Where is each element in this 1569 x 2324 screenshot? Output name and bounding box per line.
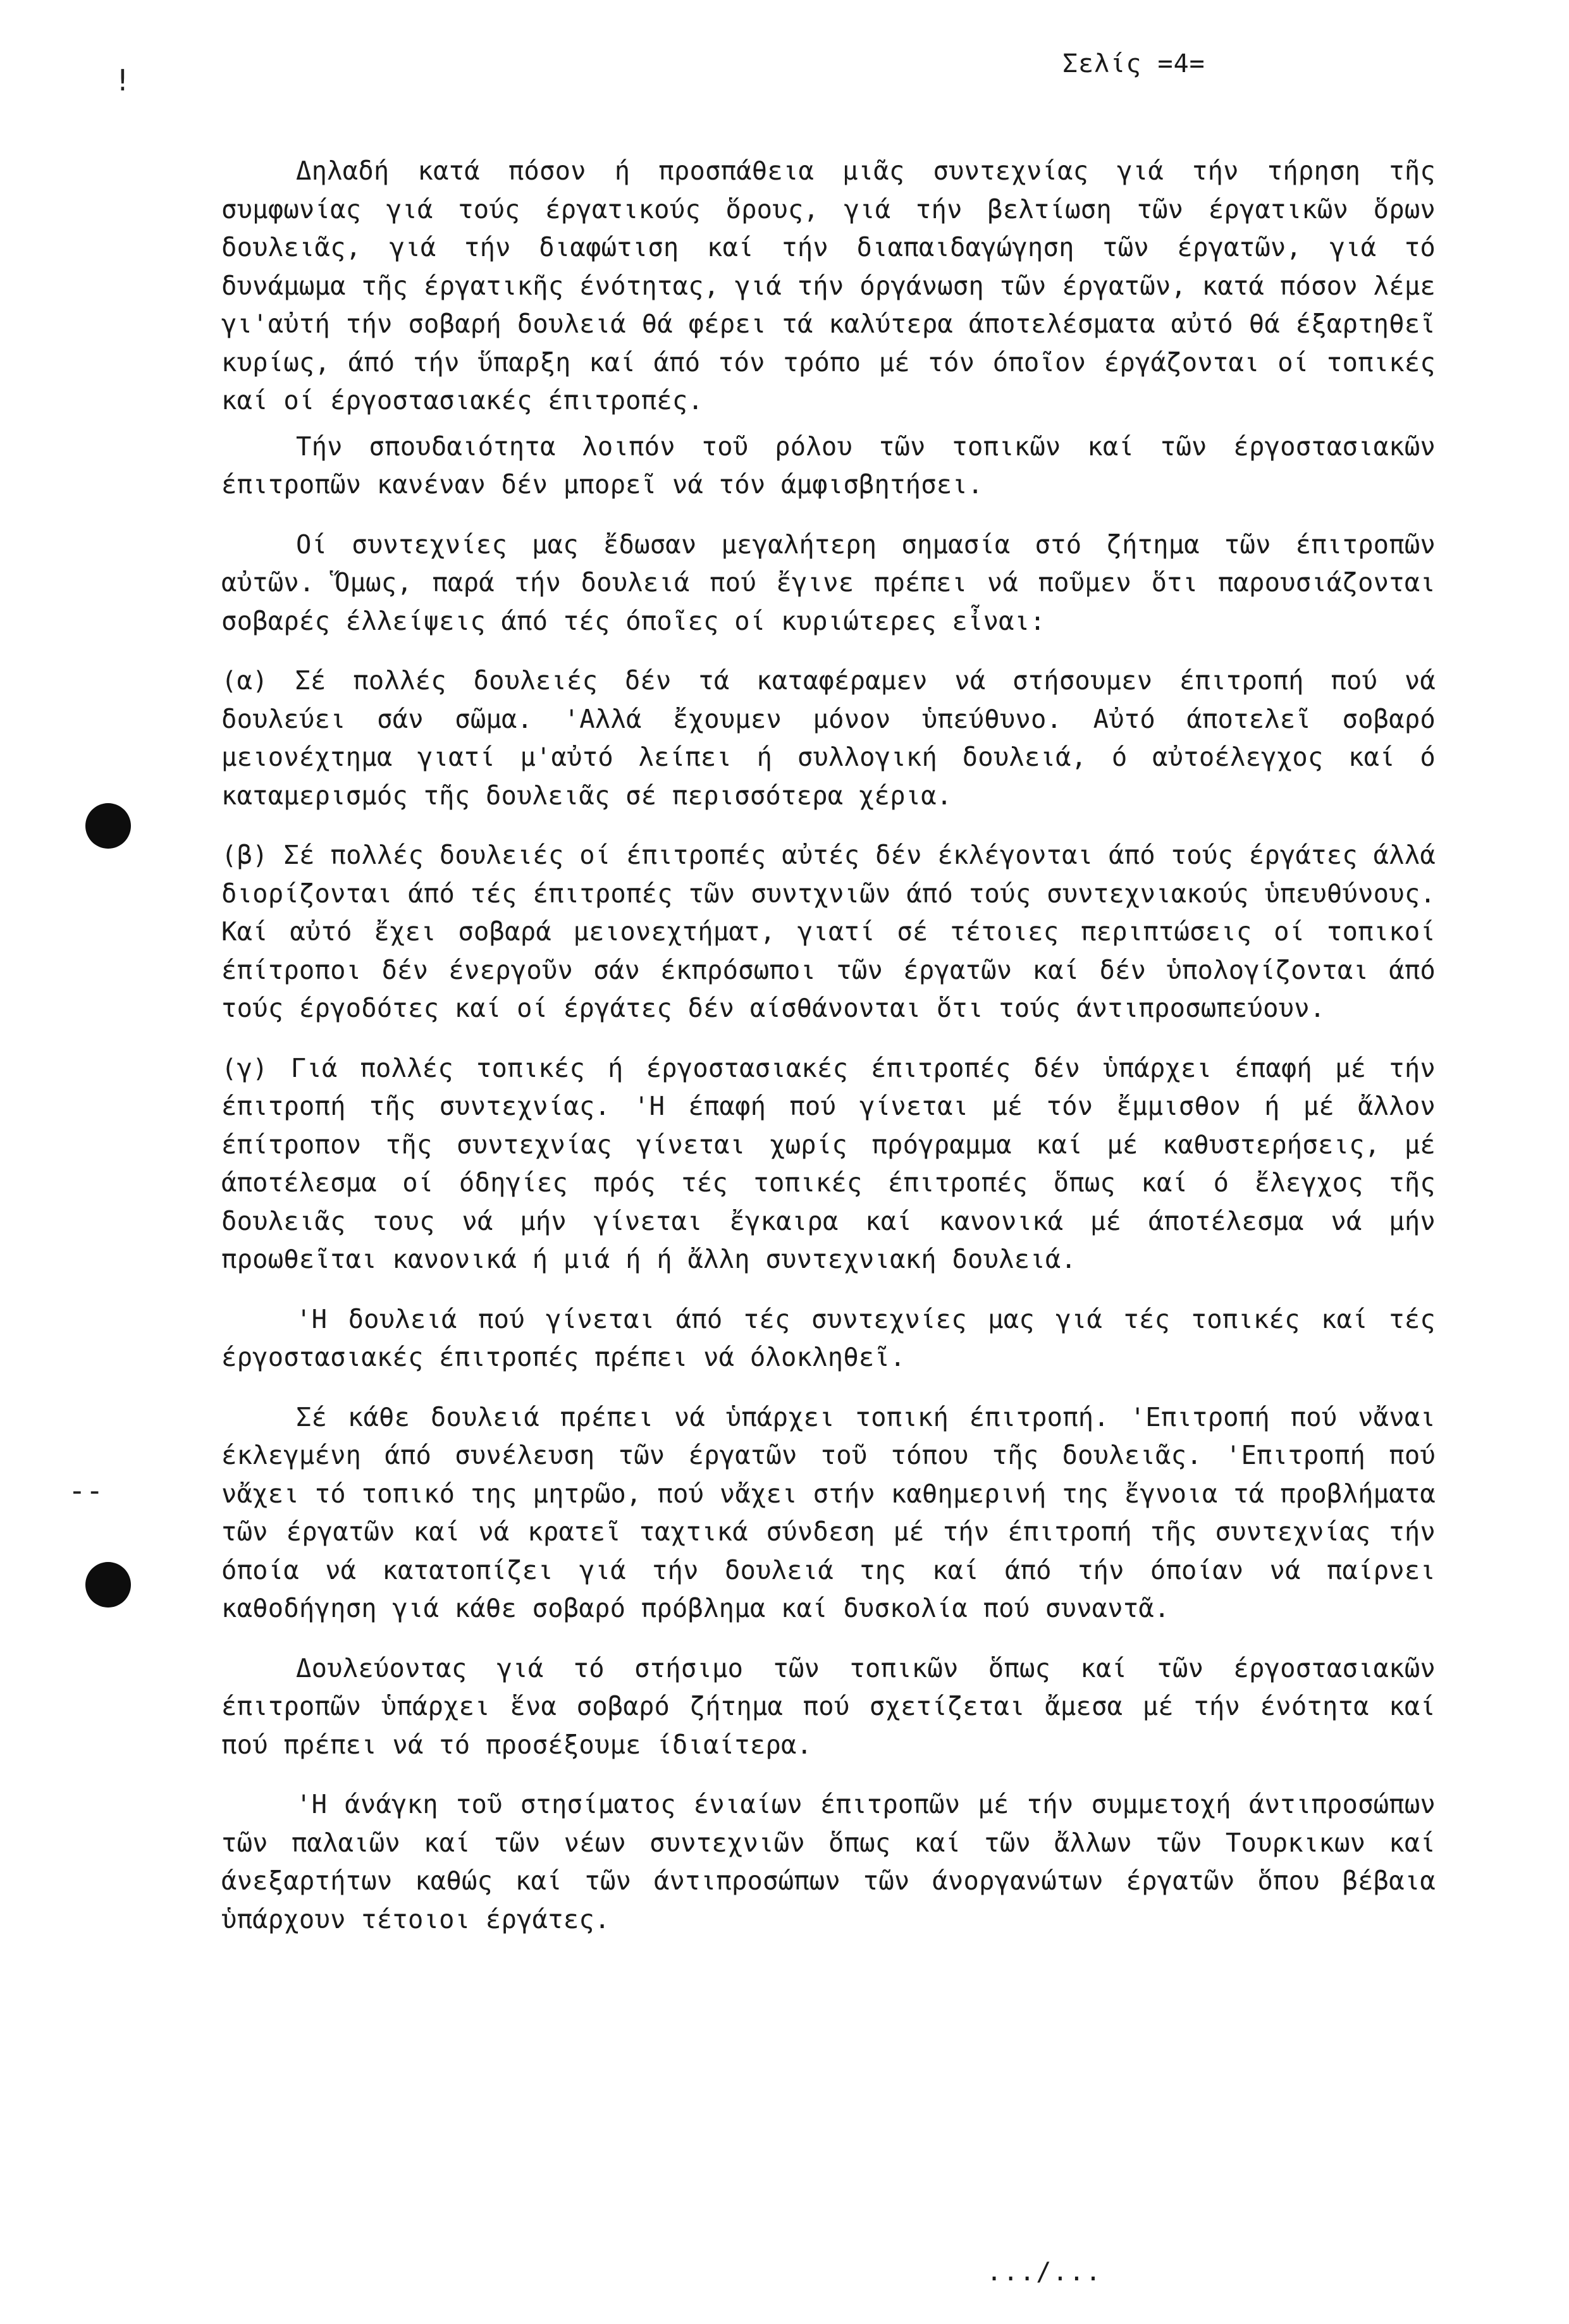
paragraph-1: Δηλαδή κατά πόσον ή προσπάθεια μιᾶς συντεχνίας γιά τήν τήρηση τῆς συμφωνίας γιά τούς έργατικούς ὅρους, γιά τήν βελτίωση τῶν έργατικῶν ὅρων δουλειᾶς, γιά τήν διαφώτιση καί τήν διαπαιδαγώγηση τῶν έργατῶν, γιά τό δυνάμωμα τῆς έργατικῆς ένότητας, γιά τήν όργάνωση τῶν έργατῶν, κατά πόσον λέμε γι'αὐτή τήν σοβαρή δουλειά θά φέρει τά καλύτερα άποτελέσματα αὐτό θά έξαρτηθεῖ κυρίως, άπό τήν ὕπαρξη καί άπό τόν τρόπο μέ τόν όποῖον έργάζονται οί τοπικές καί οί έργοστασιακές έπιτροπές. [221, 156, 1436, 415]
continuation-marker: .../... [987, 2258, 1102, 2287]
punch-hole-lower [85, 1562, 131, 1608]
margin-mark-dash: -- [68, 1473, 104, 1508]
paragraph-item-c: (γ) Γιά πολλές τοπικές ή έργοστασιακές έπιτροπές δέν ὑπάρχει έπαφή μέ τήν έπιτροπή τῆς συντεχνίας. 'Η έπαφή πού γίνεται μέ τόν ἔμμισθον ή μέ ἄλλον έπίτροπον τῆς συντεχνίας γίνεται χωρίς πρόγραμμα καί μέ καθυστερήσεις, μέ άποτέλεσμα οί όδηγίες πρός τές τοπικές έπιτροπές ὅπως καί ό ἔλεγχος τῆς δουλειᾶς τους νά μήν γίνεται ἔγκαιρα καί κανονικά μέ άποτέλεσμα νά μήν προωθεῖται κανονικά ή μιά ή ή ἄλλη συντεχνιακή δουλειά. [221, 1052, 1436, 1274]
paragraph-9: Δουλεύοντας γιά τό στήσιμο τῶν τοπικῶν ὅπως καί τῶν έργοστασιακῶν έπιτροπῶν ὑπάρχει ἕνα σοβαρό ζήτημα πού σχετίζεται ἄμεσα μέ τήν ένότητα καί πού πρέπει νά τό προσέξουμε ίδιαίτερα. [221, 1652, 1436, 1760]
document-body [221, 152, 1436, 1938]
paragraph-item-b: (β) Σέ πολλές δουλειές οί έπιτροπές αὐτές δέν έκλέγονται άπό τούς έργάτες άλλά διορίζονται άπό τές έπιτροπές τῶν συντχνιῶν άπό τούς συντεχνιακούς ὑπευθύνους. Καί αὐτό ἔχει σοβαρά μειονεχτήματ, γιατί σέ τέτοιες περιπτώσεις οί τοπικοί έπίτροποι δέν ένεργοῦν σάν έκπρόσωποι τῶν έργατῶν καί δέν ὑπολογίζονται άπό τούς έργοδότες καί οί έργάτες δέν αίσθάνονται ὅτι τούς άντιπροσωπεύουν. [221, 840, 1436, 1023]
paragraph-10: 'Η άνάγκη τοῦ στησίματος ένιαίων έπιτροπῶν μέ τήν συμμετοχή άντιπροσώπων τῶν παλαιῶν καί τῶν νέων συντεχνιῶν ὅπως καί τῶν ἄλλων τῶν Τουρκικων καί άνεξαρτήτων καθώς καί τῶν άντιπροσώπων τῶν άνοργανώτων έργατῶν ὅπου βέβαια ὑπάρχουν τέτοιοι έργάτες. [221, 1789, 1436, 1934]
paragraph-7: 'Η δουλειά πού γίνεται άπό τές συντεχνίες μας γιά τές τοπικές καί τές έργοστασιακές έπιτροπές πρέπει νά όλοκληθεῖ. [221, 1303, 1436, 1372]
paragraph-item-a: (α) Σέ πολλές δουλειές δέν τά καταφέραμεν νά στήσουμεν έπιτροπή πού νά δουλεύει σάν σῶμα. 'Αλλά ἔχουμεν μόνον ὑπεύθυνο. Αὐτό άποτελεῖ σοβαρό μειονέχτημα γιατί μ'αὐτό λείπει ή συλλογική δουλειά, ό αὐτοέλεγχος καί ό καταμερισμός τῆς δουλειᾶς σέ περισσότερα χέρια. [221, 665, 1436, 811]
paragraph-3: Οί συντεχνίες μας ἔδωσαν μεγαλήτερη σημασία στό ζήτημα τῶν έπιτροπῶν αὐτῶν. Ὅμως, παρά τήν δουλειά πού ἔγινε πρέπει νά ποῦμεν ὅτι παρουσιάζονται σοβαρές έλλείψεις άπό τές όποῖες οί κυριώτερες εἶναι: [221, 529, 1436, 636]
margin-mark-top: ! [114, 63, 132, 97]
punch-hole-upper [85, 803, 131, 849]
paragraph-2: Τήν σπουδαιότητα λοιπόν τοῦ ρόλου τῶν τοπικῶν καί τῶν έργοστασιακῶν έπιτροπῶν κανέναν δέν μπορεῖ νά τόν άμφισβητήσει. [221, 431, 1436, 500]
page-number-header: Σελίς =4= [1062, 49, 1205, 78]
paragraph-8: Σέ κάθε δουλειά πρέπει νά ὑπάρχει τοπική έπιτροπή. 'Επιτροπή πού νἄναι έκλεγμένη άπό συνέλευση τῶν έργατῶν τοῦ τόπου τῆς δουλειᾶς. 'Επιτροπή πού νἄχει τό τοπικό της μητρῶο, πού νἄχει στήν καθημερινή της ἔγνοια τά προβλήματα τῶν έργατῶν καί νά κρατεῖ ταχτικά σύνδεση μέ τήν έπιτροπή τῆς συντεχνίας τήν όποία νά κατατοπίζει γιά τήν δουλειά της καί άπό τήν όποίαν νά παίρνει καθοδήγηση γιά κάθε σοβαρό πρόβλημα καί δυσκολία πού συναντᾶ. [221, 1401, 1436, 1623]
